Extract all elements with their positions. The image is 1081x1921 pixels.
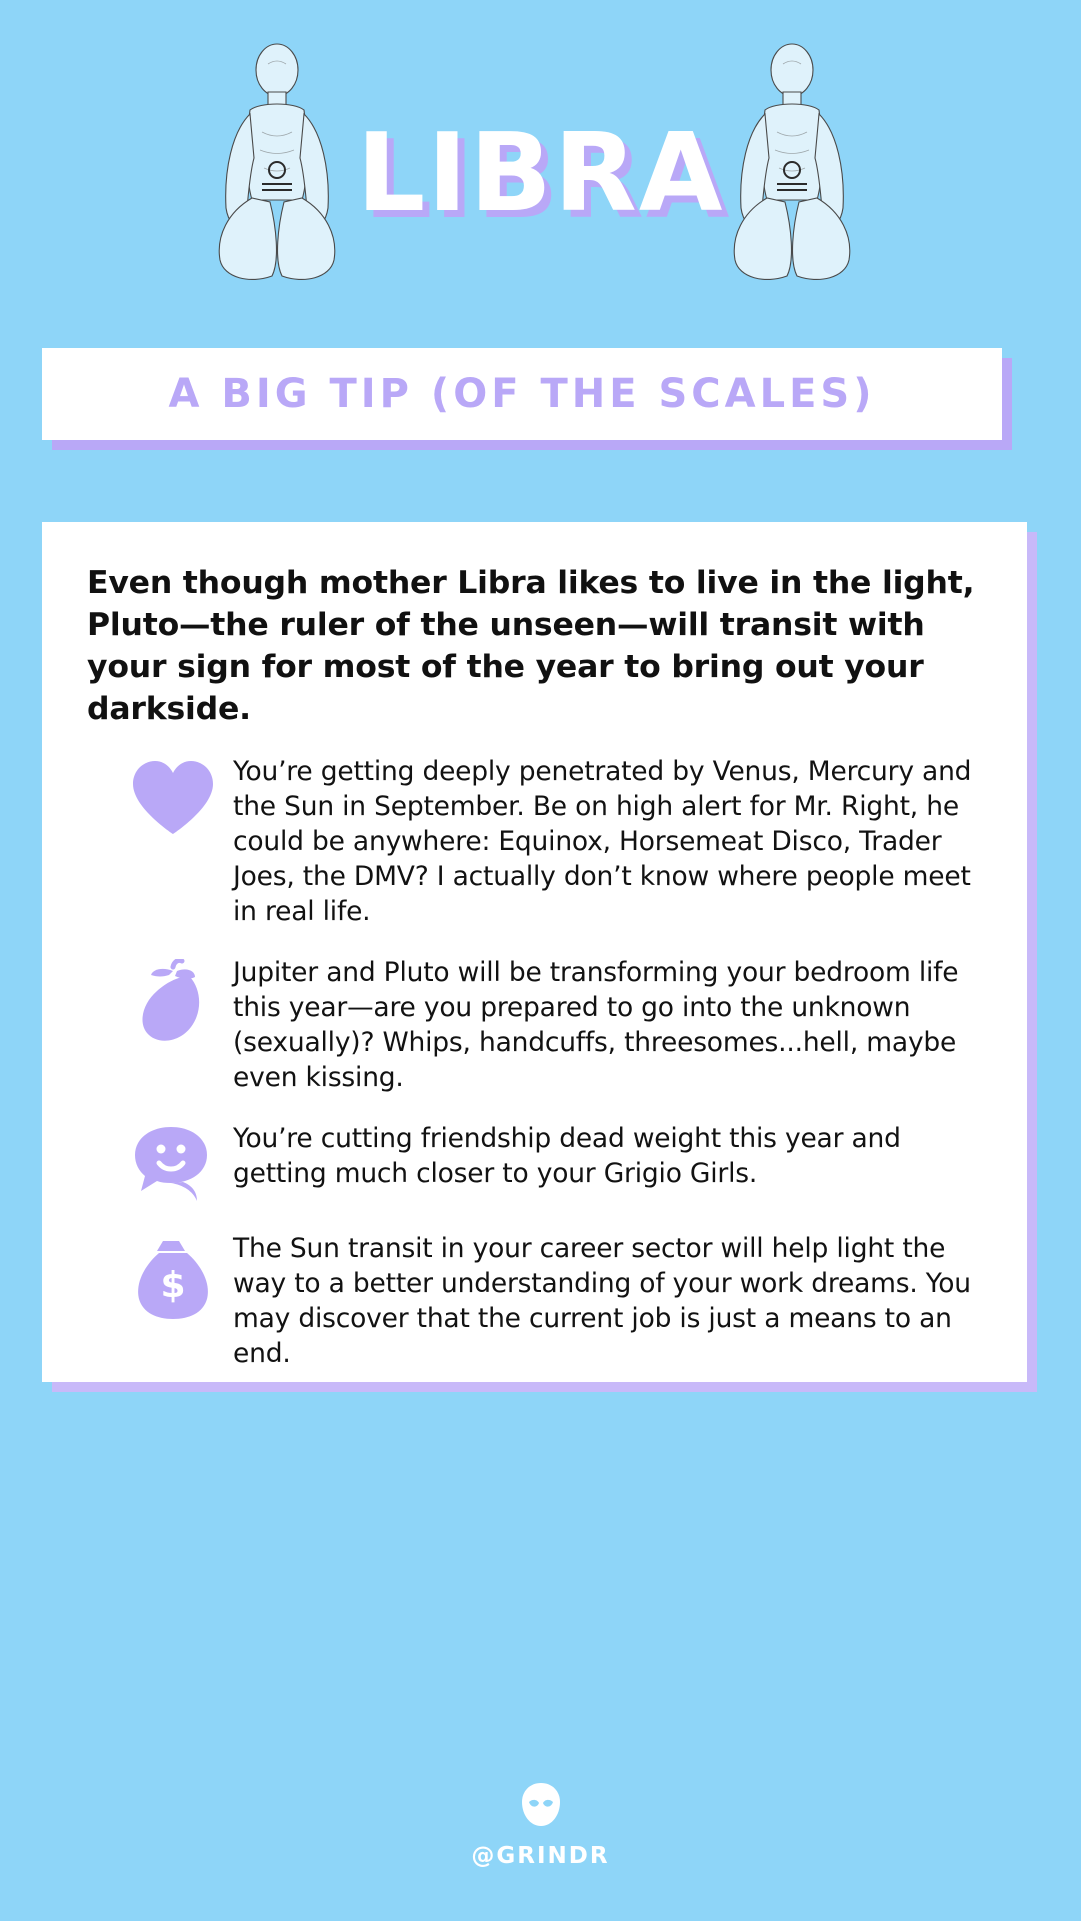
- list-item: [113, 754, 982, 929]
- entry-text: The Sun transit in your career sector will help light the way to a better understanding of your work dreams. You may discover that the current job is just a means to an end.: [233, 1233, 971, 1369]
- entry-text: You’re getting deeply penetrated by Venus, Mercury and the Sun in September. Be on high alert for Mr. Right, he could be anywhere: Equinox, Horsemeat Disco, Trader Joes, the DMV? I actually don’t know where people meet in real life.: [233, 756, 972, 927]
- intro-paragraph: Even though mother Libra likes to live in the light, Pluto—the ruler of the unseen—will transit with your sign for most of the year to bring out your darkside.: [87, 565, 975, 727]
- card-body: [42, 522, 1027, 1382]
- subtitle-banner: [42, 348, 1002, 440]
- page-title: LIBRA: [356, 111, 725, 236]
- horoscope-entries: [87, 754, 982, 1371]
- grindr-mask-icon: [520, 1782, 562, 1833]
- list-item: [113, 1231, 982, 1371]
- entry-text: You’re cutting friendship dead weight this year and getting much closer to your Grigio Girls.: [233, 1123, 901, 1189]
- content-card: [42, 522, 1027, 1382]
- money-bag-icon: [113, 1231, 233, 1323]
- list-item: [113, 955, 982, 1095]
- entry-text: Jupiter and Pluto will be transforming your bedroom life this year—are you prepared to go into the unknown (sexually)? Whips, handcuffs, threesomes...hell, maybe even kissing.: [233, 957, 959, 1093]
- subtitle-text: A BIG TIP (OF THE SCALES): [168, 371, 876, 417]
- svg-text:$: $: [160, 1265, 186, 1306]
- subtitle-bar: [42, 348, 1002, 440]
- brand-handle: @GRINDR: [471, 1843, 610, 1869]
- hero-section: [0, 0, 1081, 345]
- list-item: [113, 1121, 982, 1205]
- footer: [0, 1782, 1081, 1869]
- chat-smile-icon: [113, 1121, 233, 1205]
- heart-icon: [113, 754, 233, 838]
- eggplant-icon: [113, 955, 233, 1051]
